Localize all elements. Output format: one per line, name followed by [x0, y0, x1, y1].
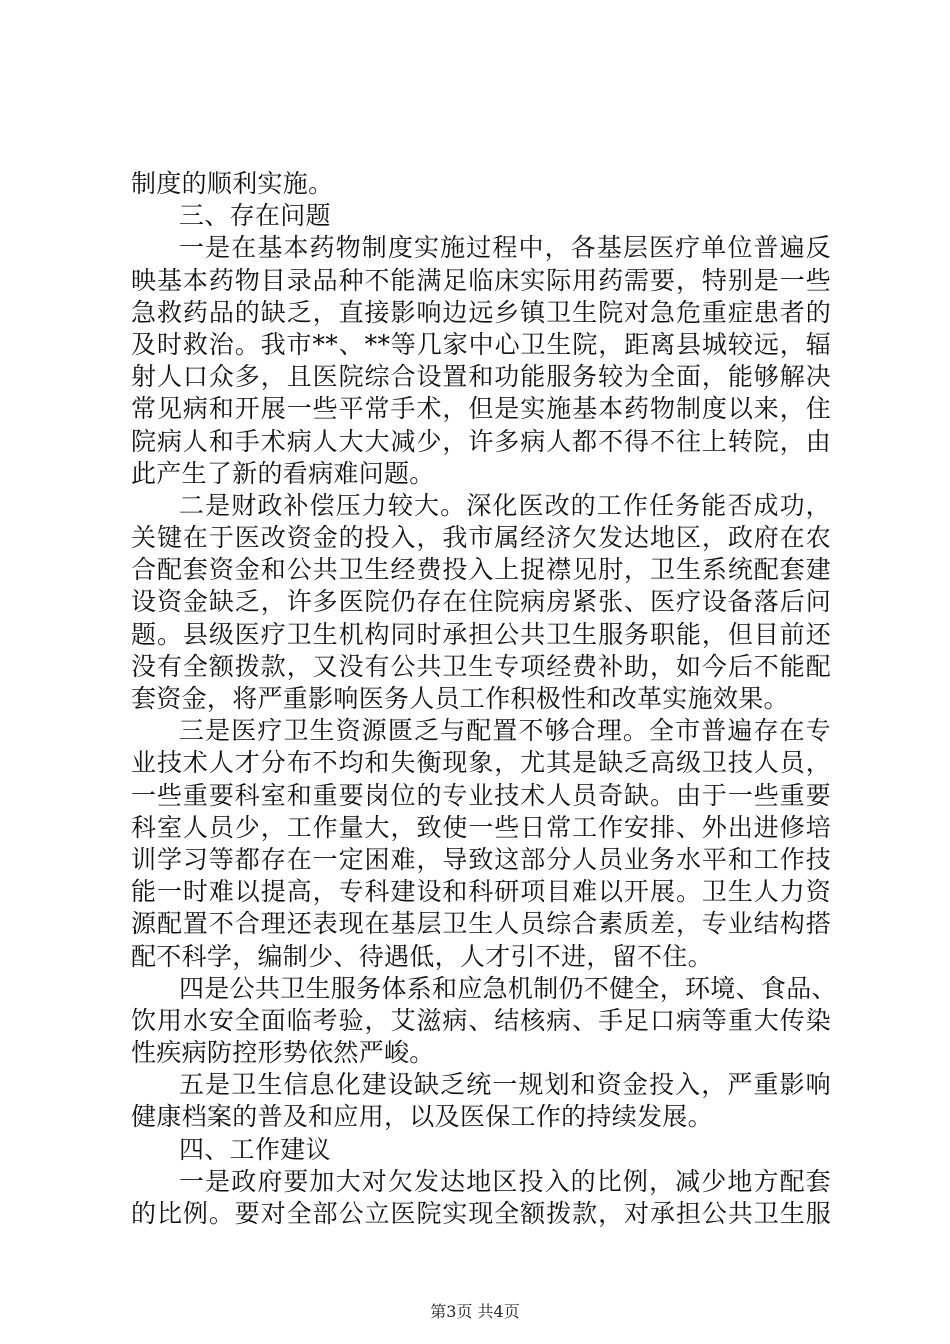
text-line: 三是医疗卫生资源匮乏与配置不够合理。全市普遍存在专	[179, 716, 831, 746]
text-line: 饮用水安全面临考验，艾滋病、结核病、手足口病等重大传染	[131, 1005, 831, 1035]
text-line: 业技术人才分布不均和失衡现象，尤其是缺乏高级卫技人员，	[131, 748, 831, 778]
text-line: 一是在基本药物制度实施过程中，各基层医疗单位普遍反	[179, 233, 831, 263]
text-line: 院病人和手术病人大大减少，许多病人都不得不往上转院，由	[131, 426, 831, 456]
text-line: 四、工作建议	[179, 1134, 331, 1164]
text-line: 映基本药物目录品种不能满足临床实际用药需要，特别是一些	[131, 265, 831, 295]
text-line: 健康档案的普及和应用，以及医保工作的持续发展。	[131, 1102, 713, 1132]
text-line: 五是卫生信息化建设缺乏统一规划和资金投入，严重影响	[179, 1070, 831, 1100]
text-line: 此产生了新的看病难问题。	[131, 458, 435, 488]
text-line: 三、存在问题	[179, 201, 331, 231]
text-line: 套资金，将严重影响医务人员工作积极性和改革实施效果。	[131, 684, 789, 713]
text-line: 关键在于医改资金的投入，我市属经济欠发达地区，政府在农	[131, 523, 831, 553]
text-line: 性疾病防控形势依然严峻。	[131, 1038, 435, 1068]
text-line: 设资金缺乏，许多医院仍存在住院病房紧张、医疗设备落后问	[131, 587, 831, 617]
text-line: 射人口众多，且医院综合设置和功能服务较为全面，能够解决	[131, 362, 831, 392]
text-line: 及时救治。我市**、**等几家中心卫生院，距离县城较远，辐	[131, 329, 831, 359]
text-line: 训学习等都存在一定困难，导致这部分人员业务水平和工作技	[131, 844, 831, 874]
text-line: 二是财政补偿压力较大。深化医改的工作任务能否成功，	[179, 490, 831, 520]
text-line: 没有全额拨款，又没有公共卫生专项经费补助，如今后不能配	[131, 651, 831, 681]
text-line: 四是公共卫生服务体系和应急机制仍不健全，环境、食品、	[179, 973, 837, 1003]
page-footer: 第3页 共4页	[430, 1302, 520, 1321]
text-line: 配不科学，编制少、待遇低，人才引不进，留不住。	[131, 941, 713, 971]
text-line: 源配置不合理还表现在基层卫生人员综合素质差，专业结构搭	[131, 909, 831, 939]
text-line: 能一时难以提高，专科建设和科研项目难以开展。卫生人力资	[131, 877, 831, 907]
text-line: 科室人员少，工作量大，致使一些日常工作安排、外出进修培	[131, 812, 831, 842]
document-body	[131, 168, 837, 1230]
text-line: 制度的顺利实施。	[131, 169, 334, 198]
text-line: 一些重要科室和重要岗位的专业技术人员奇缺。由于一些重要	[131, 780, 831, 810]
text-line: 一是政府要加大对欠发达地区投入的比例，减少地方配套	[179, 1166, 831, 1196]
text-line: 合配套资金和公共卫生经费投入上捉襟见肘，卫生系统配套建	[131, 555, 831, 585]
text-line: 题。县级医疗卫生机构同时承担公共卫生服务职能，但目前还	[131, 619, 831, 649]
text-line: 急救药品的缺乏，直接影响边远乡镇卫生院对急危重症患者的	[131, 297, 831, 327]
text-line: 的比例。要对全部公立医院实现全额拨款，对承担公共卫生服	[131, 1199, 831, 1228]
text-line: 常见病和开展一些平常手术，但是实施基本药物制度以来，住	[131, 394, 831, 424]
